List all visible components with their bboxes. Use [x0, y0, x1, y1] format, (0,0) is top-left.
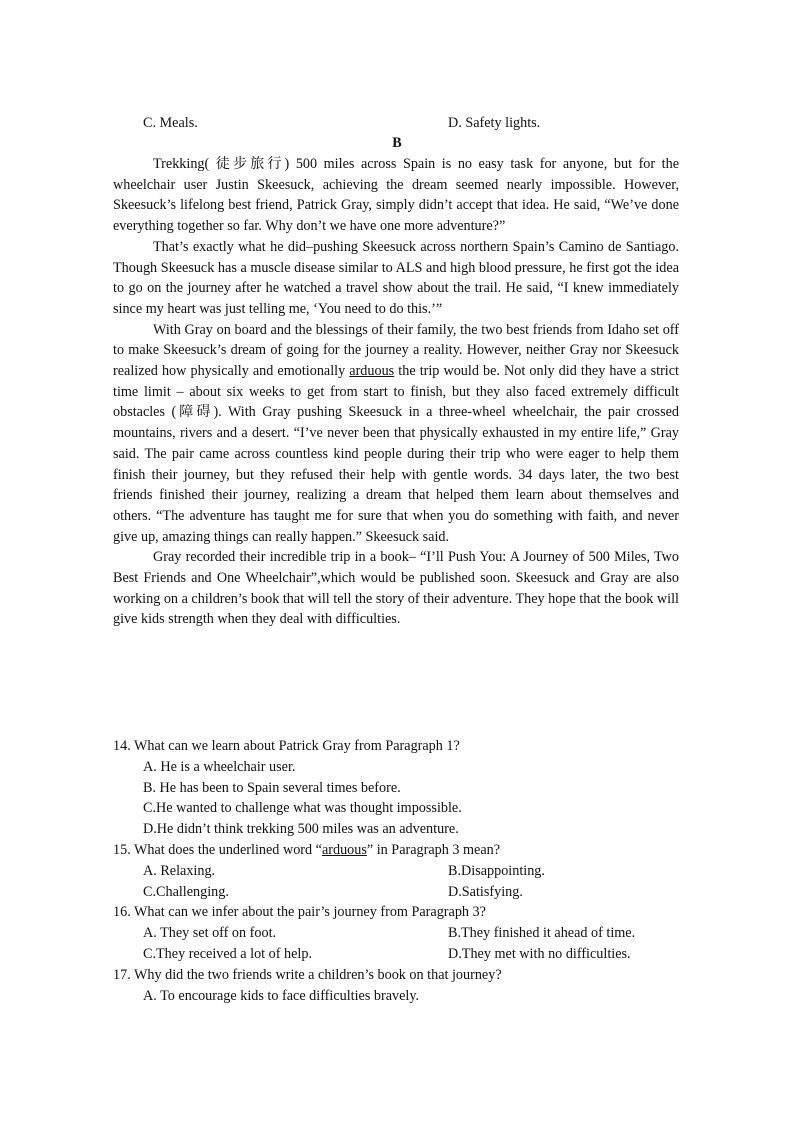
section-heading: B	[392, 135, 402, 151]
question-16-option-c: C.They received a lot of help.	[143, 945, 313, 962]
paragraph-3-part-1: With Gray on board and the blessings of their family, the two best friends from Idaho set off to make Skeesuck’s dream of going for the journey a reality. However, neither Gray nor Skeesuck realized how physically and emotionally	[113, 321, 679, 380]
question-17-stem: 17. Why did the two friends write a children’s book on that journey?	[113, 966, 502, 983]
question-15-option-b: B.Disappointing.	[448, 862, 545, 879]
question-15-stem-part-2: ” in Paragraph 3 mean?	[366, 841, 501, 858]
question-14-option-b: B. He has been to Spain several times before.	[143, 779, 401, 796]
question-16-options-row-2	[113, 944, 703, 965]
question-15-option-c: C.Challenging.	[143, 883, 229, 900]
option-c: C. Meals.	[143, 115, 198, 131]
question-15-underlined-word: arduous	[321, 841, 367, 858]
question-15-stem	[113, 840, 703, 861]
question-15-option-d: D.Satisfying.	[448, 883, 523, 900]
question-14-option-a: A. He is a wheelchair user.	[143, 758, 296, 775]
previous-question-options	[143, 113, 703, 134]
paragraph-1: Trekking( 徒步旅行) 500 miles across Spain is no easy task for anyone, but for the wheelchair user Justin Skeesuck, achieving the dream seemed nearly impossible. However, Skeesuck’s lifelong best friend, Patrick Gray, simply didn’t accept that idea. He said, “We’ve done everything together so far. Why don’t we have one more adventure?”	[113, 156, 679, 235]
question-14-option-d: D.He didn’t think trekking 500 miles was an adventure.	[143, 821, 459, 838]
question-16-option-d: D.They met with no difficulties.	[448, 945, 631, 962]
paragraph-3	[113, 320, 679, 548]
paragraph-4: Gray recorded their incredible trip in a book– “I’ll Push You: A Journey of 500 Miles, Two Best Friends and One Wheelchair”,which would be published soon. Skeesuck and Gray are also working on a children’s book that will tell the story of their adventure. They hope that the book will give kids strength when they deal with difficulties.	[113, 549, 679, 628]
question-16-options-row-1	[113, 923, 703, 944]
question-16-option-a: A. They set off on foot.	[143, 925, 277, 942]
question-15-option-a: A. Relaxing.	[143, 862, 216, 879]
question-16-stem: 16. What can we infer about the pair’s journey from Paragraph 3?	[113, 904, 486, 921]
question-15-options-row-2	[113, 882, 703, 903]
question-14-option-c: C.He wanted to challenge what was thought impossible.	[143, 800, 462, 817]
question-14-stem: 14. What can we learn about Patrick Gray from Paragraph 1?	[113, 738, 460, 754]
question-16-option-b: B.They finished it ahead of time.	[448, 925, 636, 942]
question-15-options-row-1	[113, 861, 703, 882]
questions-section	[113, 736, 703, 1006]
option-d: D. Safety lights.	[448, 115, 541, 131]
question-17-option-a: A. To encourage kids to face difficulties bravely.	[143, 987, 420, 1004]
question-15-stem-part-1: 15. What does the underlined word “	[113, 841, 322, 858]
paragraph-2: That’s exactly what he did–pushing Skeesuck across northern Spain’s Camino de Santiago. Though Skeesuck has a muscle disease similar to ALS and high blood pressure, he first got the idea to go on the journey after he watched a travel show about the trail. He said, “I knew immediately since my heart was just telling me, ‘You need to do this.’”	[113, 238, 679, 317]
reading-passage	[113, 154, 679, 630]
paragraph-3-part-2: the trip would be. Not only did they have a strict time limit – about six weeks to get from start to finish, but they also faced extremely difficult obstacles (障碍). With Gray pushing Skeesuck in a three-wheel wheelchair, the pair crossed mountains, rivers and a desert. “I’ve never been that physically exhausted in my entire life,” Gray said. The pair came across countless kind people during their trip who were eager to help them finish their journey, but they refused their help with gentle words. 34 days later, the two best friends finished their journey, realizing a dream that helped them learn about themselves and others. “The adventure has taught me for sure that when you do something with faith, and never give up, amazing things can really happen.” Skeesuck said.	[113, 363, 679, 545]
underlined-word: arduous	[349, 363, 395, 380]
